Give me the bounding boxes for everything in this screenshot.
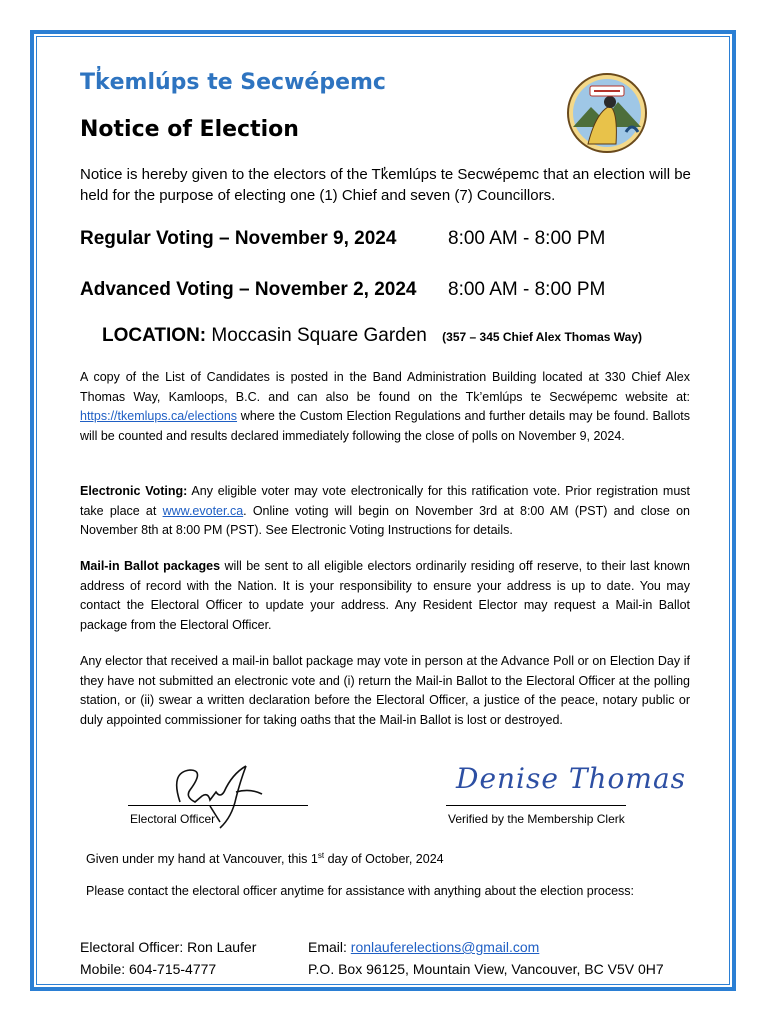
location-address: (357 – 345 Chief Alex Thomas Way) [442,330,643,344]
mobile-number: Mobile: 604-715-4777 [80,961,217,977]
email-link[interactable]: ronlauferelections@gmail.com [350,939,540,955]
location-row [102,325,642,347]
advanced-voting-row [80,279,605,301]
org-name: Tk̓emlúps te Secwépemc [80,70,386,95]
mailin-text: will be sent to all eligible electors ordinarily residing off reserve, to their last known address of record with the Nation. It is your responsibility to ensure your address is up to date. You may contact the Electoral Officer to update your address. Any Resident Elector may request a Mail-in Ballot package from the Electoral Officer. [80,559,690,632]
email-label: Email: [308,939,351,955]
mailin-paragraph [80,557,690,635]
elections-website-link[interactable]: https://tkemlups.ca/elections [80,409,238,423]
intro-text: Notice is hereby given to the electors of the Tk̓emlúps te Secwépemc that an election will be held for the purpose of electing one (1) Chief and seven (7) Councillors. [80,166,691,204]
email-row [308,936,664,958]
regular-voting-row [80,228,605,250]
mailin-label: Mail-in Ballot packages [80,559,221,573]
electronic-voting-label: Electronic Voting: [80,484,188,498]
contact-right [308,936,664,980]
electronic-text-cont: . Online voting will begin on November 3rd at 8:00 AM (PST) and close on November 8th at 8:00 PM (PST). See Electronic Voting Instructions for details. [80,503,690,537]
contact-left [80,936,256,980]
location-venue: Moccasin Square Garden [211,325,427,346]
nation-logo [566,72,648,154]
page-title: Notice of Election [80,117,299,142]
evoter-link[interactable]: www.evoter.ca [162,503,244,518]
in-person-paragraph: Any elector that received a mail-in ballot package may vote in person at the Advance Poll or on Election Day if they have not submitted an electronic vote and (i) return the Mail-in Ballot to the Electoral Officer at the polling station, or (ii) swear a written declaration before the Electoral Officer, a justice of the peace, notary public or duly appointed commissioner for taking oaths that the Mail-in Ballot is lost or destroyed. [80,654,690,727]
regular-voting-label: Regular Voting – November 9, 2024 [80,228,397,249]
electronic-text: Any eligible voter may vote electronically for this ratification vote. Prior registration must take place at [80,484,690,518]
membership-clerk-signature-line [446,805,626,806]
given-text: Given under my hand at Vancouver, this 1 [86,852,318,867]
candidates-text: A copy of the List of Candidates is posted in the Band Administration Building located at 330 Chief Alex Thomas Way, Kamloops, B.C. and can also be found on the Tk’emlúps te Secwépemc website at: [80,370,690,404]
advanced-voting-label: Advanced Voting – November 2, 2024 [80,279,417,300]
electoral-officer-caption: Electoral Officer [130,812,216,826]
given-text-cont: day of October, 2024 [324,852,444,867]
given-under-hand [86,846,444,869]
candidates-text-cont: where the Custom Election Regulations and further details may be found. Ballots will be counted and results declared immediately following the close of polls on November 9, 2024. [80,409,690,443]
contact-note: Please contact the electoral officer anytime for assistance with anything about the election process: [86,884,634,898]
candidates-paragraph [80,368,690,446]
given-sup: st [317,851,325,860]
electronic-voting-paragraph [80,482,690,541]
electoral-officer-name: Electoral Officer: Ron Laufer [80,939,257,955]
advanced-voting-time: 8:00 AM - 8:00 PM [448,279,606,300]
membership-clerk-caption: Verified by the Membership Clerk [448,812,625,826]
electoral-officer-signature-line [128,805,308,806]
po-box: P.O. Box 96125, Mountain View, Vancouver, BC V5V 0H7 [308,961,664,977]
membership-clerk-signature: Denise Thomas [456,762,687,795]
location-label: LOCATION: [102,325,207,346]
regular-voting-time: 8:00 AM - 8:00 PM [448,228,606,249]
